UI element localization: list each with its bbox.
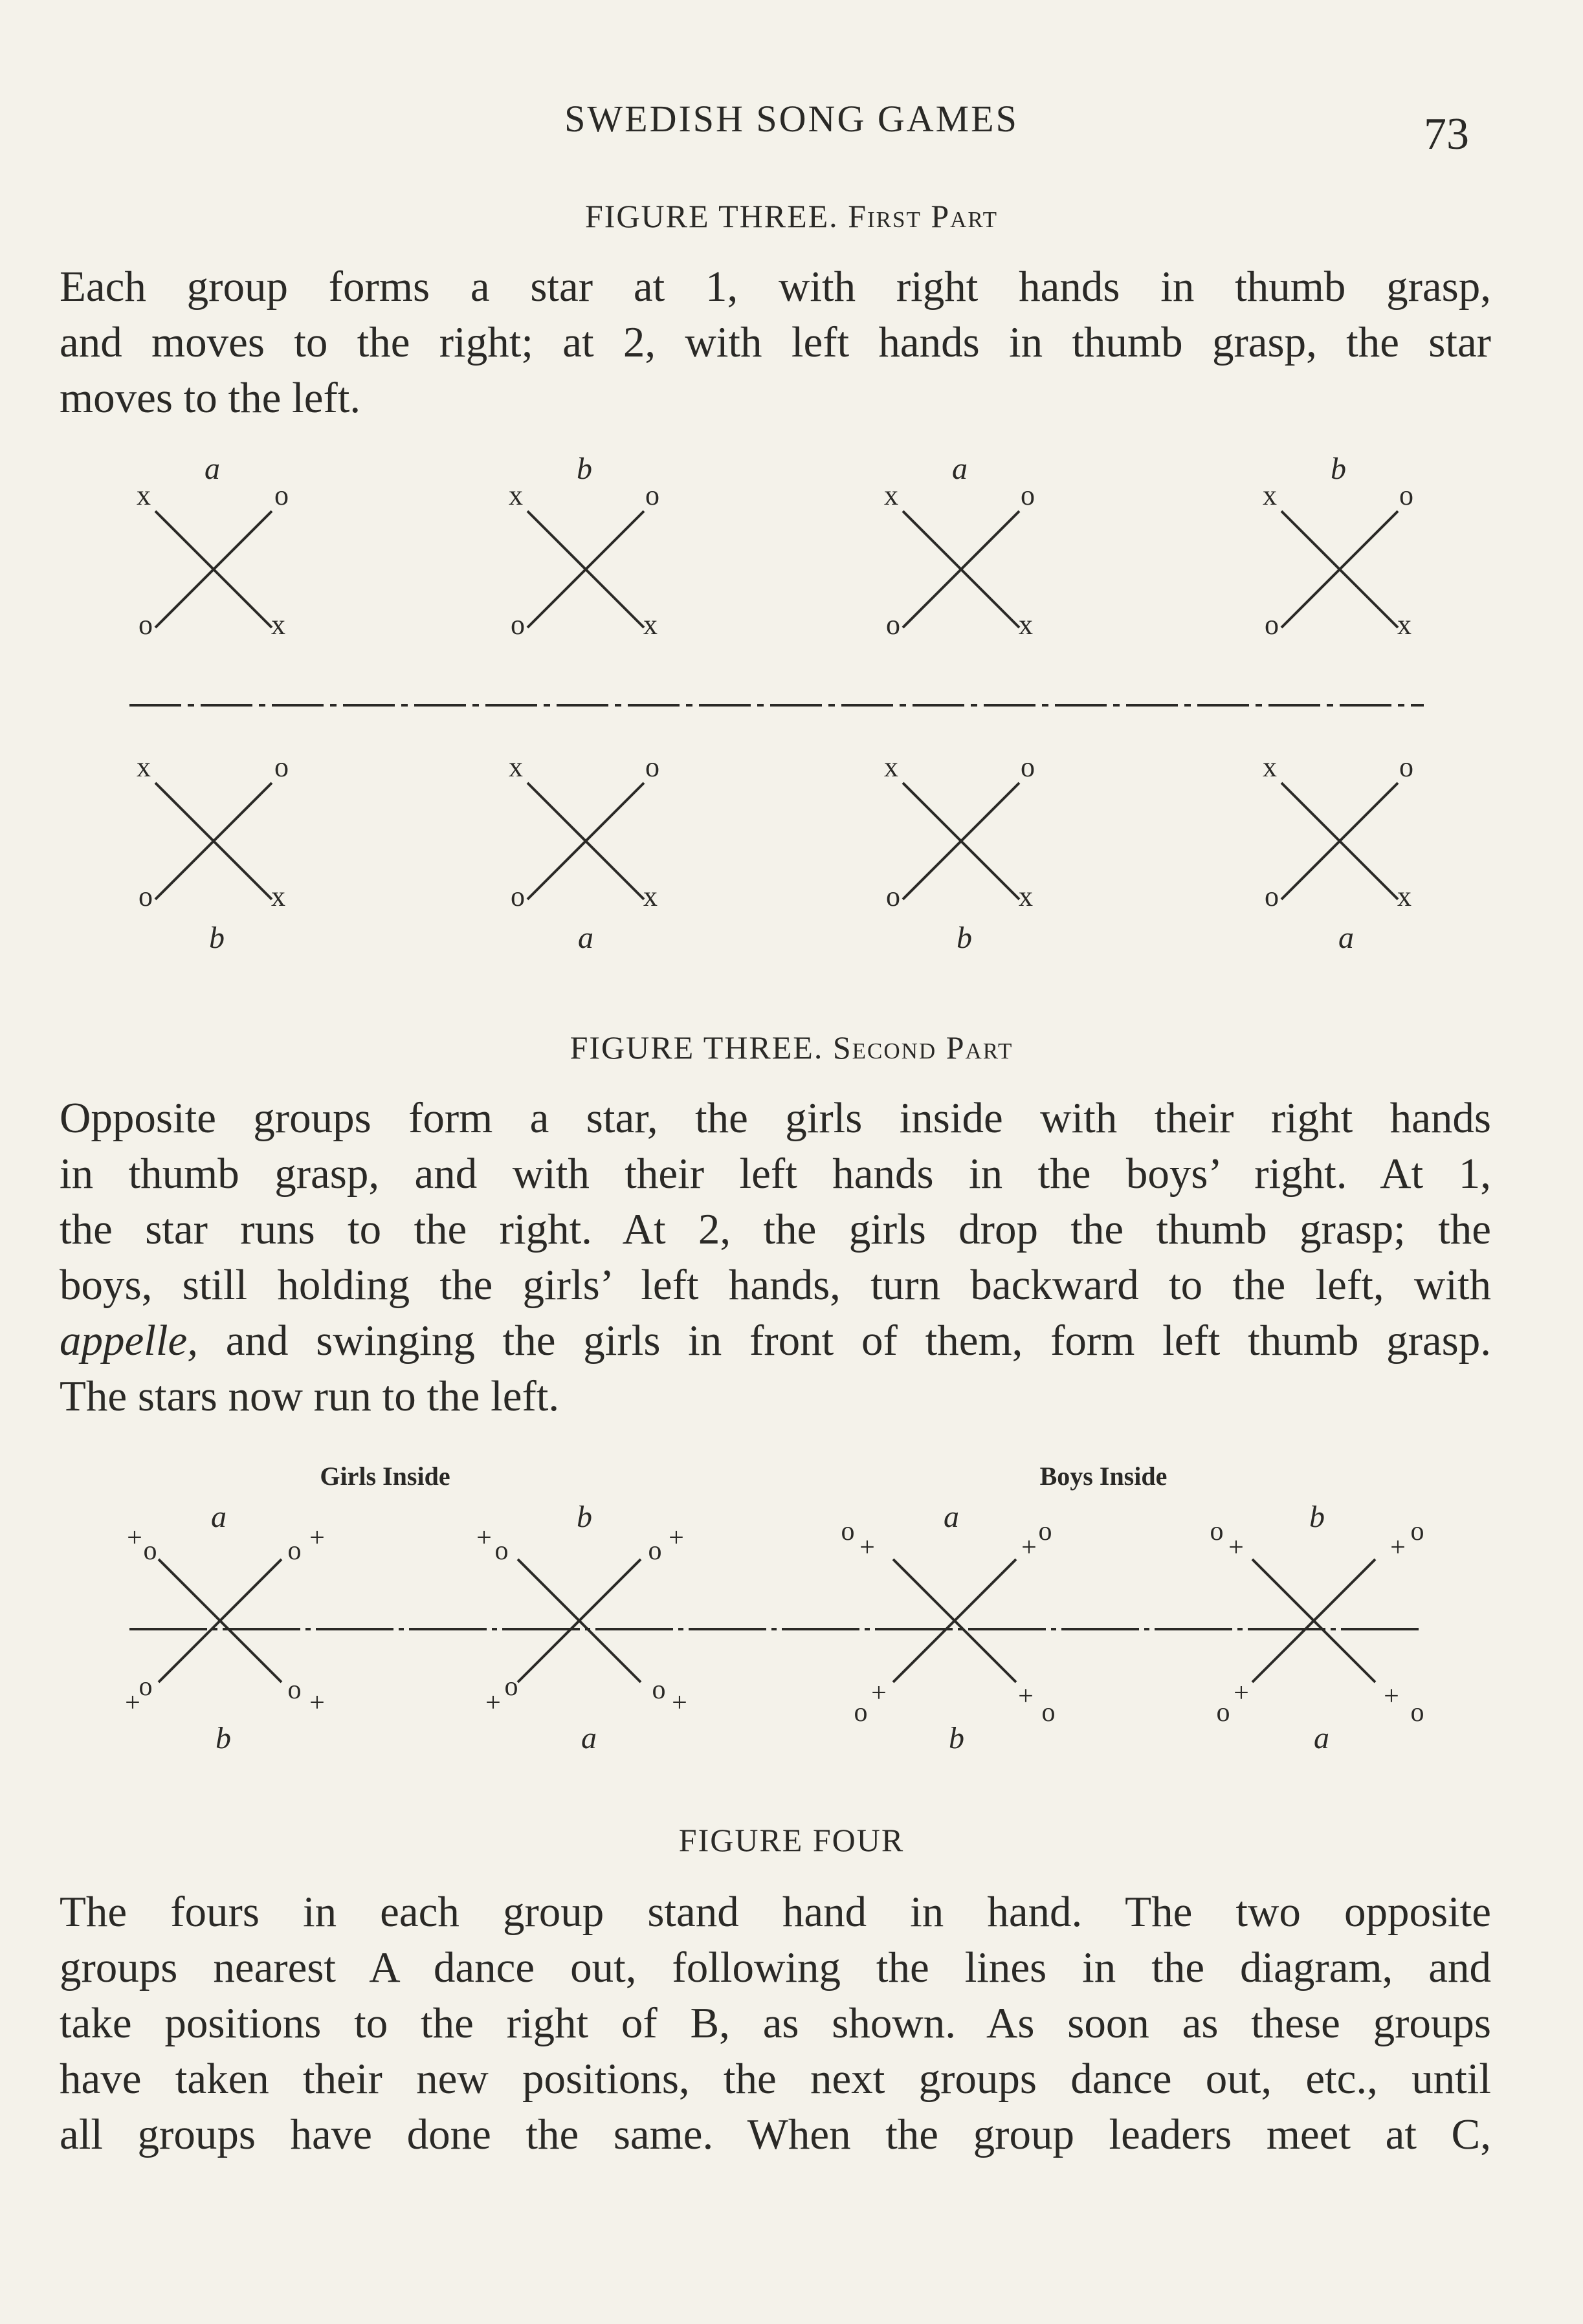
group-label: a	[1314, 1721, 1329, 1755]
marker-o: o	[274, 751, 289, 783]
group-label: b	[577, 1500, 592, 1534]
marker-plus: +	[1018, 1682, 1034, 1711]
text-line-with-italic	[60, 1313, 1491, 1368]
marker-o: o	[886, 881, 900, 912]
group-label: b	[1309, 1500, 1325, 1534]
marker-x: x	[1397, 609, 1411, 641]
marker-x: x	[643, 609, 658, 641]
marker-x: x	[1263, 751, 1277, 783]
marker-plus: +	[309, 1688, 325, 1718]
marker-x: x	[1263, 479, 1277, 511]
marker-o: o	[1410, 1698, 1424, 1727]
group-label: a	[205, 452, 220, 486]
star-diagram-second-part	[0, 1449, 1583, 1773]
text-line: Opposite groups form a star, the girls inside with their right hands	[60, 1094, 1491, 1142]
group-label: b	[957, 921, 972, 955]
figure-three-second-caption	[0, 1029, 1583, 1066]
text-line: have taken their new positions, the next groups dance out, etc., until	[60, 2055, 1491, 2103]
girls-inside-heading: Girls Inside	[320, 1462, 450, 1491]
star-diagram-first-part	[0, 440, 1583, 990]
figure-three-first-caption	[0, 197, 1583, 235]
marker-plus: +	[125, 1688, 140, 1718]
text-line: take positions to the right of B, as shown. As soon as these groups	[60, 1999, 1491, 2047]
marker-o: o	[652, 1675, 666, 1705]
marker-x: x	[271, 609, 285, 641]
marker-x: x	[509, 479, 523, 511]
marker-plus: +	[1228, 1533, 1244, 1562]
group-label: a	[578, 921, 593, 955]
marker-o: o	[854, 1698, 868, 1727]
text-line: moves to the left.	[60, 374, 361, 422]
marker-o: o	[1265, 881, 1279, 912]
group-label: b	[216, 1721, 231, 1755]
marker-x: x	[884, 751, 898, 783]
marker-o: o	[138, 609, 153, 641]
marker-o: o	[1021, 751, 1035, 783]
marker-x: x	[137, 479, 151, 511]
marker-o: o	[287, 1675, 302, 1705]
marker-o: o	[1038, 1517, 1052, 1546]
marker-plus: +	[669, 1523, 684, 1553]
marker-o: o	[274, 479, 289, 511]
marker-x: x	[509, 751, 523, 783]
marker-o: o	[1399, 751, 1413, 783]
marker-plus: +	[871, 1678, 887, 1708]
marker-x: x	[271, 881, 285, 912]
marker-x: x	[1019, 609, 1033, 641]
page-number: 73	[1424, 109, 1469, 159]
marker-o: o	[1216, 1698, 1230, 1727]
marker-x: x	[137, 751, 151, 783]
paragraph-figure-four	[60, 1884, 1491, 2162]
text-line: and moves to the right; at 2, with left hands in thumb grasp, the star	[60, 318, 1491, 366]
marker-plus: +	[1021, 1533, 1037, 1562]
marker-o: o	[511, 609, 525, 641]
diagram-marker-group	[137, 751, 1413, 912]
marker-o: o	[1210, 1517, 1224, 1546]
marker-plus: +	[1390, 1533, 1406, 1562]
text-line: Each group forms a star at 1, with right hands in thumb grasp,	[60, 263, 1491, 311]
text-line: the star runs to the right. At 2, the girls drop the thumb grasp; the	[60, 1205, 1491, 1253]
marker-o: o	[138, 1672, 153, 1702]
text-line: The fours in each group stand hand in hand. The two opposite	[60, 1888, 1491, 1936]
marker-o: o	[504, 1672, 518, 1702]
marker-o: o	[138, 881, 153, 912]
group-label: b	[577, 452, 592, 486]
marker-x: x	[884, 479, 898, 511]
text-line: groups nearest A dance out, following the lines in the diagram, and	[60, 1944, 1491, 1991]
marker-plus: +	[485, 1688, 501, 1718]
caption-main: FIGURE THREE.	[570, 1029, 824, 1066]
diagram-marker-group	[125, 1517, 1424, 1727]
text-line: all groups have done the same. When the group leaders meet at C,	[60, 2110, 1491, 2158]
marker-o: o	[511, 881, 525, 912]
diagram-marker-group	[137, 479, 1413, 641]
caption-sub: First Part	[848, 198, 999, 234]
paragraph-star-second-part	[60, 1090, 1491, 1424]
marker-o: o	[1410, 1517, 1424, 1546]
marker-o: o	[1265, 609, 1279, 641]
group-label: a	[211, 1500, 227, 1534]
group-label: a	[1338, 921, 1354, 955]
text-line-rest: and swinging the girls in front of them, form left thumb grasp.	[225, 1317, 1491, 1365]
marker-o: o	[645, 751, 659, 783]
marker-plus: +	[476, 1523, 492, 1553]
running-title: SWEDISH SONG GAMES	[564, 98, 1019, 140]
group-label: a	[944, 1500, 959, 1534]
marker-o: o	[494, 1536, 509, 1566]
caption-main: FIGURE THREE.	[584, 198, 839, 234]
marker-x: x	[1397, 881, 1411, 912]
marker-x: x	[643, 881, 658, 912]
group-label: b	[209, 921, 225, 955]
marker-plus: +	[309, 1523, 325, 1553]
marker-o: o	[886, 609, 900, 641]
marker-o: o	[648, 1536, 662, 1566]
marker-o: o	[841, 1517, 855, 1546]
group-label: a	[952, 452, 968, 486]
marker-o: o	[645, 479, 659, 511]
italic-term: appelle,	[60, 1317, 198, 1365]
text-line: The stars now run to the left.	[60, 1372, 560, 1420]
marker-plus: +	[1234, 1678, 1249, 1708]
group-label: b	[1331, 452, 1346, 486]
marker-o: o	[287, 1536, 302, 1566]
marker-plus: +	[127, 1523, 142, 1553]
marker-plus: +	[672, 1688, 687, 1718]
group-label: a	[581, 1721, 597, 1755]
marker-plus: +	[1384, 1682, 1399, 1711]
marker-plus: +	[859, 1533, 875, 1562]
marker-o: o	[1021, 479, 1035, 511]
paragraph-star-first-part	[60, 259, 1491, 426]
boys-inside-heading: Boys Inside	[1039, 1462, 1168, 1491]
figure-four-caption: FIGURE FOUR	[678, 1822, 905, 1858]
marker-x: x	[1019, 881, 1033, 912]
text-line: boys, still holding the girls’ left hands, turn backward to the left, with	[60, 1261, 1491, 1309]
group-label: b	[949, 1721, 964, 1755]
caption-sub: Second Part	[832, 1029, 1013, 1066]
text-line: in thumb grasp, and with their left hands in the boys’ right. At 1,	[60, 1150, 1491, 1198]
marker-o: o	[143, 1536, 157, 1566]
marker-o: o	[1041, 1698, 1056, 1727]
marker-o: o	[1399, 479, 1413, 511]
